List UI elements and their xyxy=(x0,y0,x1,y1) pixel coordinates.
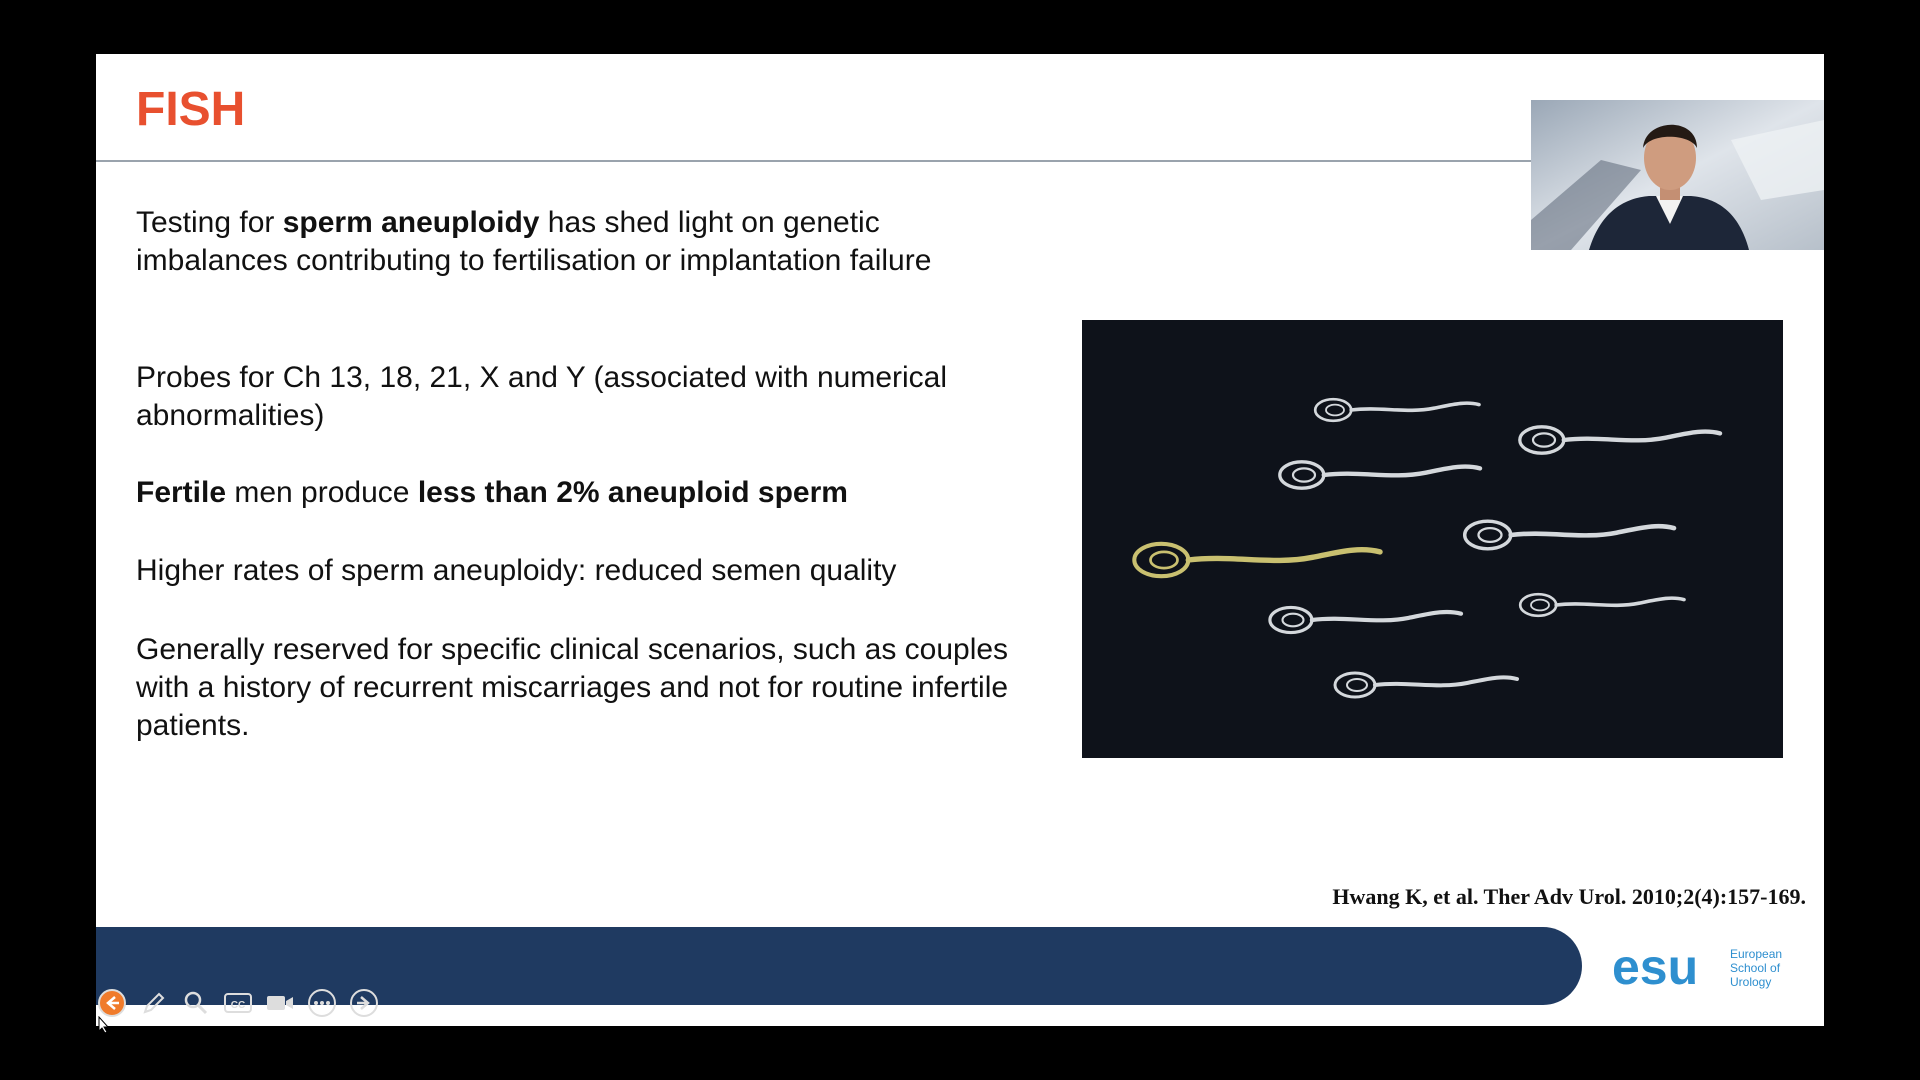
mouse-cursor-icon xyxy=(98,1016,110,1034)
captions-button[interactable] xyxy=(222,987,254,1019)
next-slide-button[interactable] xyxy=(348,987,380,1019)
paragraph-probes xyxy=(136,359,1016,435)
paragraph-clinical-scenarios xyxy=(136,631,1016,745)
paragraph-2-run-2: less than 2% aneuploid sperm xyxy=(417,476,848,509)
video-camera-icon xyxy=(265,988,295,1018)
arrow-left-icon xyxy=(97,988,127,1018)
esu-logo xyxy=(1612,942,1792,996)
slide-title: FISH xyxy=(136,83,246,136)
paragraph-2-run-0: Fertile xyxy=(136,476,227,509)
arrow-right-icon xyxy=(349,988,379,1018)
previous-slide-button[interactable] xyxy=(96,987,128,1019)
paragraph-0-run-2: has shed light on genetic imbalances contributing to fertilisation or implantation failure xyxy=(136,206,932,277)
logo-tagline-line-2: School of xyxy=(1730,961,1781,975)
pen-button[interactable] xyxy=(138,987,170,1019)
paragraph-1-run-0: Probes for Ch 13, 18, 21, X and Y (associated with numerical abnormalities) xyxy=(136,361,948,432)
camera-button[interactable] xyxy=(264,987,296,1019)
presenter-webcam xyxy=(1531,100,1824,250)
sperm-chalk-illustration xyxy=(1082,320,1783,758)
paragraph-4-run-0: Generally reserved for specific clinical scenarios, such as couples with a history of recurrent miscarriages and not for routine infertile patients. xyxy=(136,633,1009,742)
paragraph-0-run-1: sperm aneuploidy xyxy=(282,206,540,239)
slide xyxy=(96,54,1824,1026)
presentation-toolbar xyxy=(96,988,380,1018)
paragraph-0-run-0: Testing for xyxy=(136,206,283,239)
paragraph-3-run-0: Higher rates of sperm aneuploidy: reduced semen quality xyxy=(136,554,897,587)
zoom-button[interactable] xyxy=(180,987,212,1019)
pen-icon xyxy=(139,988,169,1018)
citation: Hwang K, et al. Ther Adv Urol. 2010;2(4):157-169. xyxy=(1332,884,1806,909)
logo-wordmark: esu xyxy=(1612,942,1699,995)
paragraph-2-run-1: men produce xyxy=(226,476,418,509)
paragraph-higher-rates xyxy=(136,552,1016,590)
title-divider xyxy=(96,160,1531,162)
logo-tagline-line-1: European xyxy=(1730,947,1783,961)
logo-tagline-line-3: Urology xyxy=(1730,975,1772,989)
paragraph-sperm-aneuploidy xyxy=(136,204,1016,280)
more-options-button[interactable] xyxy=(306,987,338,1019)
ellipsis-icon xyxy=(307,988,337,1018)
magnifier-icon xyxy=(181,988,211,1018)
svg-text:CC: CC xyxy=(230,1000,246,1011)
cc-icon xyxy=(223,988,253,1018)
paragraph-fertile-men xyxy=(136,474,1016,512)
